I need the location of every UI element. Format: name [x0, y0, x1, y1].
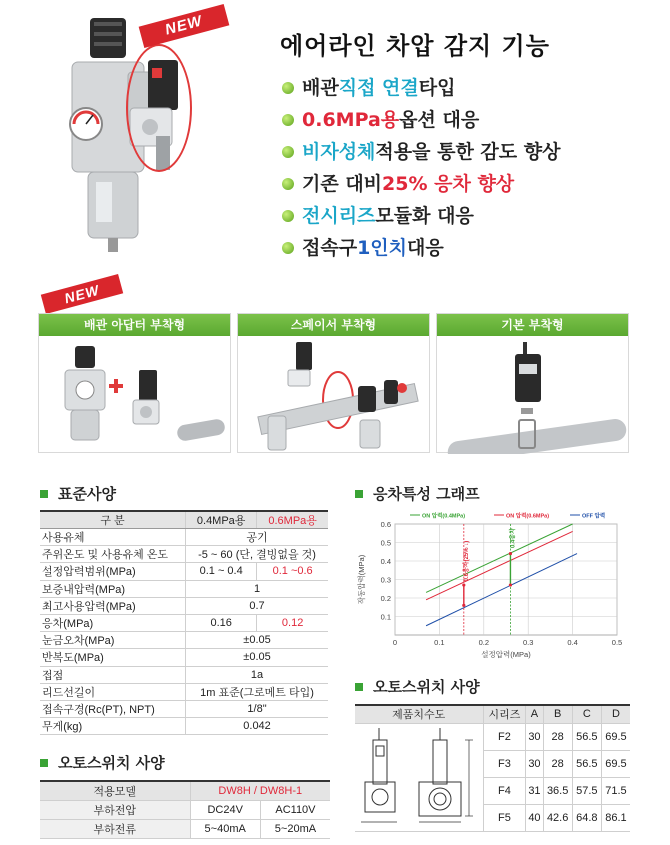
sensor-highlight-circle [126, 44, 192, 172]
dim-d: 69.5 [601, 750, 630, 777]
spec-value: 0.7 [186, 597, 328, 614]
header-b: B [543, 705, 572, 723]
spec-table [40, 510, 328, 735]
dim-c: 64.8 [572, 804, 601, 831]
model-label: 적용모델 [40, 781, 190, 800]
spec-label: 사용유체 [40, 529, 186, 546]
y-tick-label: 0.5 [380, 538, 391, 548]
feature-item [282, 232, 560, 264]
spec-header-04: 0.4MPa용 [186, 511, 257, 529]
series-cell: F3 [483, 750, 526, 777]
series-cell: F2 [483, 723, 526, 750]
mount-panel-basic [436, 313, 629, 453]
feature-text: 직접 연결 [338, 77, 419, 99]
section-marker [40, 490, 48, 498]
spec-row [40, 718, 328, 735]
header-series: 시리즈 [483, 705, 526, 723]
spec-value: 1a [186, 666, 328, 683]
feature-text: 0.6MPa용 [302, 109, 400, 131]
mount-panel-spacer [237, 313, 430, 453]
bullet-icon [282, 178, 294, 190]
annotation-06: 0.6응차(25% ↓) [463, 540, 470, 582]
spec-row [40, 597, 328, 614]
spec-label: 최고사용압력(MPa) [40, 597, 186, 614]
spec-value-06: 0.12 [257, 614, 328, 631]
spec-row [40, 666, 328, 683]
spec-label: 주위온도 및 사용유체 온도 [40, 546, 186, 563]
dimension-drawing-image [357, 724, 481, 828]
spec-row [40, 529, 328, 546]
row-value-dc: DC24V [190, 800, 260, 819]
bullet-icon [282, 146, 294, 158]
panel-title: 스페이서 부착형 [238, 314, 429, 336]
auto-switch-title-right: 오토스위치 사양 [355, 676, 480, 697]
dim-b: 28 [543, 723, 572, 750]
spec-value-06: 0.1 ~0.6 [257, 563, 328, 580]
spec-row [40, 546, 328, 563]
y-axis-label: 작동압력(MPa) [357, 554, 366, 605]
series-cell: F5 [483, 804, 526, 831]
feature-text: 적용을 통한 감도 향상 [375, 141, 561, 163]
spec-label: 보증내압력(MPa) [40, 580, 186, 597]
table-row [40, 800, 330, 819]
feature-text: 모듈화 대응 [375, 205, 474, 227]
feature-item [282, 104, 560, 136]
spec-label: 설정압력범위(MPa) [40, 563, 186, 580]
spec-label: 리드선길이 [40, 683, 186, 700]
dim-b: 42.6 [543, 804, 572, 831]
feature-text: 전시리즈 [302, 205, 376, 227]
hysteresis-point [509, 583, 512, 586]
model-value: DW8H / DW8H-1 [190, 781, 330, 800]
x-tick-label: 0.3 [522, 638, 534, 647]
header-c: C [572, 705, 601, 723]
spec-row [40, 683, 328, 700]
spec-row [40, 563, 328, 580]
spec-row [40, 580, 328, 597]
spec-label: 무게(kg) [40, 718, 186, 735]
feature-text: 접속구 [302, 237, 358, 259]
table-row [40, 819, 330, 838]
spec-row [40, 700, 328, 717]
spec-value: 공기 [186, 529, 328, 546]
header-a: A [526, 705, 543, 723]
header-d: D [601, 705, 630, 723]
dim-a: 30 [526, 723, 543, 750]
bullet-icon [282, 114, 294, 126]
x-tick-label: 0.1 [434, 638, 445, 647]
spec-row [40, 649, 328, 666]
spec-value: ±0.05 [186, 632, 328, 649]
row-label: 부하전압 [40, 800, 190, 819]
feature-text: 옵션 대응 [399, 109, 480, 131]
x-tick-label: 0.4 [567, 638, 578, 647]
spacer-mount-image [238, 336, 429, 454]
dim-c: 57.5 [572, 777, 601, 804]
x-tick-label: 0.5 [611, 638, 623, 647]
auto-switch-title-left: 오토스위치 사양 [40, 752, 165, 773]
spec-label: 응차(MPa) [40, 614, 186, 631]
spec-label: 반복도(MPa) [40, 649, 186, 666]
spec-value-04: 0.1 ~ 0.4 [186, 563, 257, 580]
row-label: 부하전류 [40, 819, 190, 838]
spec-value: 1 [186, 580, 328, 597]
legend-label: ON 압력(0.6MPa) [506, 513, 550, 520]
spec-section-title: 표준사양 [40, 483, 116, 504]
y-tick-label: 0.1 [380, 612, 391, 622]
auto-switch-load-table [40, 780, 330, 839]
spec-header-row [40, 511, 328, 529]
row-value-ac: AC110V [260, 800, 330, 819]
y-tick-label: 0.3 [380, 575, 391, 585]
bullet-icon [282, 210, 294, 222]
feature-text: 25% 응차 향상 [382, 173, 515, 195]
hysteresis-chart [340, 506, 640, 666]
spec-value: 1/8" [186, 700, 328, 717]
new-badge-mount: NEW [41, 274, 123, 314]
dim-c: 56.5 [572, 723, 601, 750]
dim-b: 36.5 [543, 777, 572, 804]
y-tick-label: 0.6 [380, 520, 391, 529]
dim-a: 31 [526, 777, 543, 804]
y-tick-label: 0.2 [380, 594, 391, 603]
basic-mount-image [437, 336, 628, 454]
hysteresis-point [462, 583, 465, 586]
bullet-icon [282, 242, 294, 254]
mount-panel-pipe-adapter [38, 313, 231, 453]
section-marker [40, 759, 48, 767]
dim-d: 69.5 [601, 723, 630, 750]
spec-row [40, 614, 328, 631]
spec-label: 눈금오차(MPa) [40, 632, 186, 649]
feature-item [282, 200, 560, 232]
bullet-icon [282, 82, 294, 94]
spec-value: 1m 표준(그로메트 타입) [186, 683, 328, 700]
page-headline: 에어라인 차압 감지 기능 [280, 32, 550, 60]
panel-title: 기본 부착형 [437, 314, 628, 336]
annotation-04: 0.4응차 [510, 528, 517, 549]
pipe-adapter-image [39, 336, 230, 454]
section-marker [355, 490, 363, 498]
x-tick-label: 0 [392, 638, 398, 647]
y-tick-label: 0.4 [380, 557, 391, 566]
feature-text: 타입 [418, 77, 456, 99]
spec-label: 접점 [40, 666, 186, 683]
dim-d: 71.5 [601, 777, 630, 804]
auto-switch-dimension-table [355, 704, 630, 832]
table-row [355, 723, 630, 750]
row-value-ac: 5~20mA [260, 819, 330, 838]
dim-a: 30 [526, 750, 543, 777]
spec-label: 접속구경(Rc(PT), NPT) [40, 700, 186, 717]
feature-text: 1인치 [357, 237, 407, 259]
series-cell: F4 [483, 777, 526, 804]
dimension-drawing [355, 723, 483, 831]
spec-value: 0.042 [186, 718, 328, 735]
spec-header-06: 0.6MPa용 [257, 511, 328, 529]
spec-row [40, 632, 328, 649]
feature-list [282, 72, 560, 264]
dim-b: 28 [543, 750, 572, 777]
section-marker [355, 683, 363, 691]
spec-header-category: 구 분 [40, 511, 186, 529]
dim-d: 86.1 [601, 804, 630, 831]
legend-label: ON 압력(0.4MPa) [422, 513, 466, 520]
feature-text: 대응 [407, 237, 444, 259]
new-badge: NEW [139, 4, 230, 48]
x-tick-label: 0.2 [478, 638, 490, 647]
chart-section-title: 응차특성 그래프 [355, 483, 480, 504]
hysteresis-point [509, 552, 512, 555]
dim-a: 40 [526, 804, 543, 831]
feature-item [282, 136, 560, 168]
feature-text: 비자성체 [302, 141, 376, 163]
spec-value-04: 0.16 [186, 614, 257, 631]
dim-c: 56.5 [572, 750, 601, 777]
hysteresis-point [462, 604, 465, 607]
panel-title: 배관 아답터 부착형 [39, 314, 230, 336]
legend-label: OFF 압력 [582, 513, 606, 520]
feature-text: 배관 [302, 77, 339, 99]
row-value-dc: 5~40mA [190, 819, 260, 838]
header-drawing: 제품치수도 [355, 705, 483, 723]
feature-item [282, 72, 560, 104]
spec-value: ±0.05 [186, 649, 328, 666]
x-axis-label: 설정압력(MPa) [481, 650, 531, 659]
spec-value: -5 ~ 60 (단, 결빙없을 것) [186, 546, 328, 563]
feature-text: 기존 대비 [302, 173, 383, 195]
feature-item [282, 168, 560, 200]
